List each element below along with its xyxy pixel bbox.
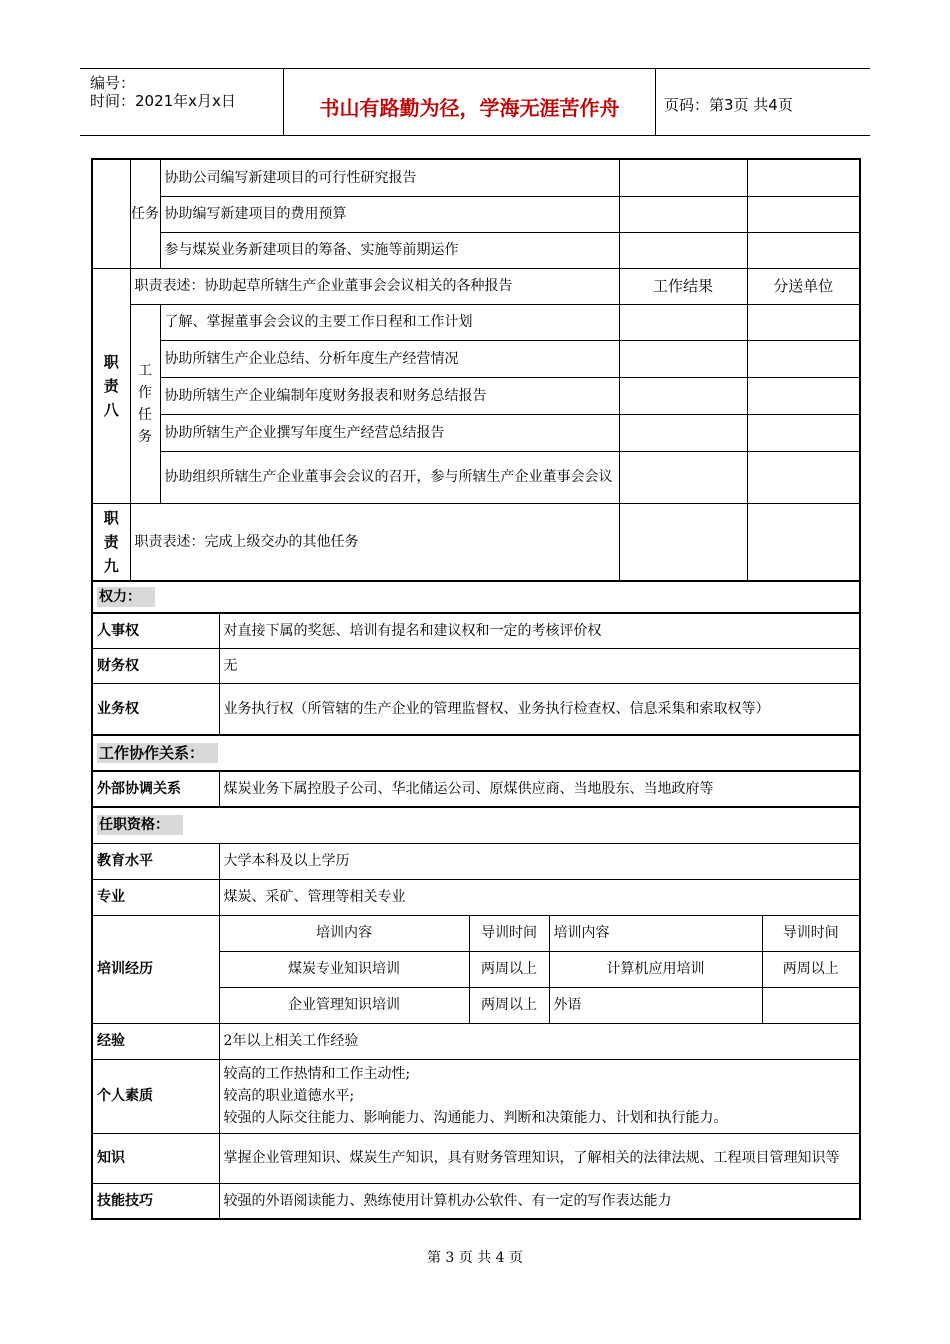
knowledge-value: 掌握企业管理知识、煤炭生产知识，具有财务管理知识，了解相关的法律法规、工程项目管理知识等 <box>219 1133 860 1183</box>
cooperation-label: 外部协调关系 <box>92 771 219 807</box>
quality-line: 较强的人际交往能力、影响能力、沟通能力、判断和决策能力、计划和执行能力。 <box>223 1110 728 1126</box>
qualification-title-cell <box>92 807 860 843</box>
training-cell: 两周以上 <box>469 951 549 987</box>
authority-label: 业务权 <box>92 683 219 735</box>
authority-label: 财务权 <box>92 648 219 683</box>
duty9-statement: 职责表述：完成上级交办的其他任务 <box>130 503 619 581</box>
training-header: 导训时间 <box>762 915 860 951</box>
duty8-label: 职责八 <box>92 268 130 503</box>
authority-value: 业务执行权（所管辖的生产企业的管理监督权、业务执行检查权、信息采集和索取权等） <box>219 683 860 735</box>
motto: 书山有路勤为径，学海无涯苦作舟 <box>319 96 620 120</box>
duty7-task: 协助公司编写新建项目的可行性研究报告 <box>160 159 619 196</box>
quality-line: 较高的职业道德水平; <box>223 1088 355 1104</box>
duty8-task: 协助所辖生产企业撰写年度生产经营总结报告 <box>160 414 619 451</box>
authority-value: 对直接下属的奖惩、培训有提名和建议权和一定的考核评价权 <box>219 613 860 648</box>
qualification-table <box>91 580 861 1220</box>
duty7-task: 协助编写新建项目的费用预算 <box>160 196 619 232</box>
authority-value: 无 <box>219 648 860 683</box>
training-cell: 两周以上 <box>469 987 549 1023</box>
training-header: 导训时间 <box>469 915 549 951</box>
training-label: 培训经历 <box>92 915 219 1023</box>
duty8-task: 协助所辖生产企业编制年度财务报表和财务总结报告 <box>160 377 619 414</box>
authority-title: 权力： <box>97 587 155 607</box>
major-label: 专业 <box>92 879 219 915</box>
training-cell: 煤炭专业知识培训 <box>219 951 469 987</box>
duty8-statement: 职责表述：协助起草所辖生产企业董事会会议相关的各种报告 <box>130 268 619 304</box>
header-bottom-rule <box>80 135 870 136</box>
quality-label: 个人素质 <box>92 1059 219 1133</box>
page-label: 页码：第3页 共4页 <box>664 96 793 114</box>
date-label: 时间：2021年x月x日 <box>90 92 236 110</box>
cooperation-title-cell <box>92 735 860 771</box>
training-header: 培训内容 <box>549 915 762 951</box>
training-header: 培训内容 <box>219 915 469 951</box>
result-header: 工作结果 <box>619 268 747 304</box>
header-divider <box>655 68 656 136</box>
skill-label: 技能技巧 <box>92 1183 219 1219</box>
cooperation-title: 工作协作关系： <box>97 743 218 763</box>
education-value: 大学本科及以上学历 <box>219 843 860 879</box>
skill-value: 较强的外语阅读能力、熟练使用计算机办公软件、有一定的写作表达能力 <box>219 1183 860 1219</box>
training-cell: 企业管理知识培训 <box>219 987 469 1023</box>
duty8-task: 协助所辖生产企业总结、分析年度生产经营情况 <box>160 340 619 377</box>
header-top-rule <box>80 68 870 69</box>
quality-value <box>219 1059 860 1133</box>
dist-header: 分送单位 <box>747 268 860 304</box>
training-cell: 外语 <box>549 987 762 1023</box>
duty7-task-label: 任务 <box>130 159 160 268</box>
duty8-task: 了解、掌握董事会会议的主要工作日程和工作计划 <box>160 304 619 340</box>
knowledge-label: 知识 <box>92 1133 219 1183</box>
cooperation-value: 煤炭业务下属控股子公司、华北储运公司、原煤供应商、当地股东、当地政府等 <box>219 771 860 807</box>
page-footer: 第 3 页 共 4 页 <box>426 1250 524 1266</box>
experience-value: 2年以上相关工作经验 <box>219 1023 860 1059</box>
duties-table <box>91 158 861 582</box>
experience-label: 经验 <box>92 1023 219 1059</box>
education-label: 教育水平 <box>92 843 219 879</box>
major-value: 煤炭、采矿、管理等相关专业 <box>219 879 860 915</box>
duty8-task: 协助组织所辖生产企业董事会会议的召开，参与所辖生产企业董事会会议 <box>160 451 619 503</box>
duty9-label: 职责九 <box>92 503 130 581</box>
quality-line: 较高的工作热情和工作主动性; <box>223 1066 411 1082</box>
authority-label: 人事权 <box>92 613 219 648</box>
duty7-task: 参与煤炭业务新建项目的筹备、实施等前期运作 <box>160 232 619 268</box>
qualification-title: 任职资格： <box>97 815 183 835</box>
training-cell: 计算机应用培训 <box>549 951 762 987</box>
training-cell <box>762 987 860 1023</box>
training-cell: 两周以上 <box>762 951 860 987</box>
authority-title-cell <box>92 581 860 613</box>
duty7-label-cell <box>92 159 130 268</box>
code-label: 编号： <box>90 74 136 92</box>
duty8-task-label: 工作任务 <box>130 304 160 503</box>
